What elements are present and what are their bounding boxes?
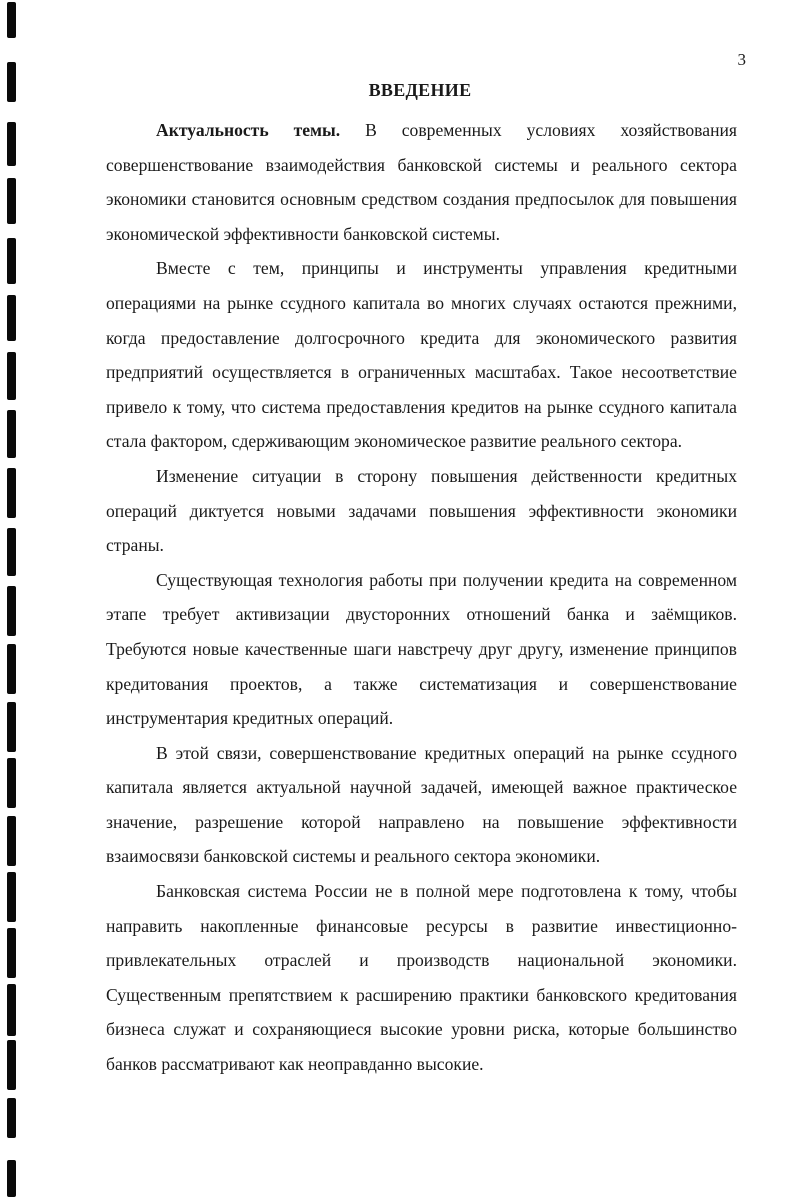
binding-hole — [7, 1160, 16, 1197]
paragraph — [106, 113, 737, 251]
page-number: 3 — [737, 50, 746, 69]
paragraph: Изменение ситуации в сторону повышения действенности кредитных операций диктуется новыми задачами повышения эффективности экономики страны. — [106, 465, 737, 556]
binding-hole — [7, 528, 16, 576]
binding-hole — [7, 352, 16, 400]
binding-hole — [7, 816, 16, 866]
binding-hole — [7, 410, 16, 458]
binding-hole — [7, 758, 16, 808]
binding-hole — [7, 1098, 16, 1138]
paragraph: Вместе с тем, принципы и инструменты управления кредитными операциями на рынке ссудного капитала во многих случаях остаются прежними, когда предоставление долгосрочного кредита для экономического развития предприятий осуществляется в ограниченных масштабах. Такое несоответствие привело к тому, что система предоставления кредитов на рынке ссудного капитала стала фактором, сдерживающим экономическое развитие реального сектора. — [106, 258, 737, 452]
binding-hole — [7, 928, 16, 978]
binding-hole — [7, 984, 16, 1036]
paragraph: Существующая технология работы при получении кредита на современном этапе требует активизации двусторонних отношений банка и заёмщиков. Требуются новые качественные шаги навстречу друг другу, изменение принципов кредитования проектов, а также систематизация и совершенствование инструментария кредитных операций. — [106, 569, 737, 729]
paragraph: В этой связи, совершенствование кредитных операций на рынке ссудного капитала является актуальной научной задачей, имеющей важное практическое значение, разрешение которой направлено на повышение эффективности взаимосвязи банковской системы и реального сектора экономики. — [106, 742, 737, 867]
binding-holes — [0, 0, 30, 1197]
body-text — [106, 113, 737, 1082]
binding-hole — [7, 122, 16, 166]
binding-hole — [7, 2, 16, 38]
binding-hole — [7, 62, 16, 102]
binding-hole — [7, 238, 16, 284]
paragraph-text: В современных условиях хозяйствования совершенствование взаимодействия банковской системы и реального сектора экономики становится основным средством создания предпосылок для повышения экономической эффективности банковской системы. — [106, 120, 737, 244]
binding-hole — [7, 702, 16, 752]
binding-hole — [7, 178, 16, 224]
paragraph: Банковская система России не в полной мере подготовлена к тому, чтобы направить накопленные финансовые ресурсы в развитие инвестиционно-привлекательных отраслей и производств национальной экономики. Существенным препятствием к расширению практики банковского кредитования бизнеса служат и сохраняющиеся высокие уровни риска, которые большинство банков рассматривают как неоправданно высокие. — [106, 881, 737, 1075]
topic-relevance-title: Актуальность темы. — [156, 120, 341, 140]
binding-hole — [7, 468, 16, 518]
section-heading: ВВЕДЕНИЕ — [368, 80, 472, 100]
binding-hole — [7, 872, 16, 922]
binding-hole — [7, 295, 16, 341]
binding-hole — [7, 644, 16, 694]
binding-hole — [7, 1040, 16, 1090]
binding-hole — [7, 586, 16, 636]
